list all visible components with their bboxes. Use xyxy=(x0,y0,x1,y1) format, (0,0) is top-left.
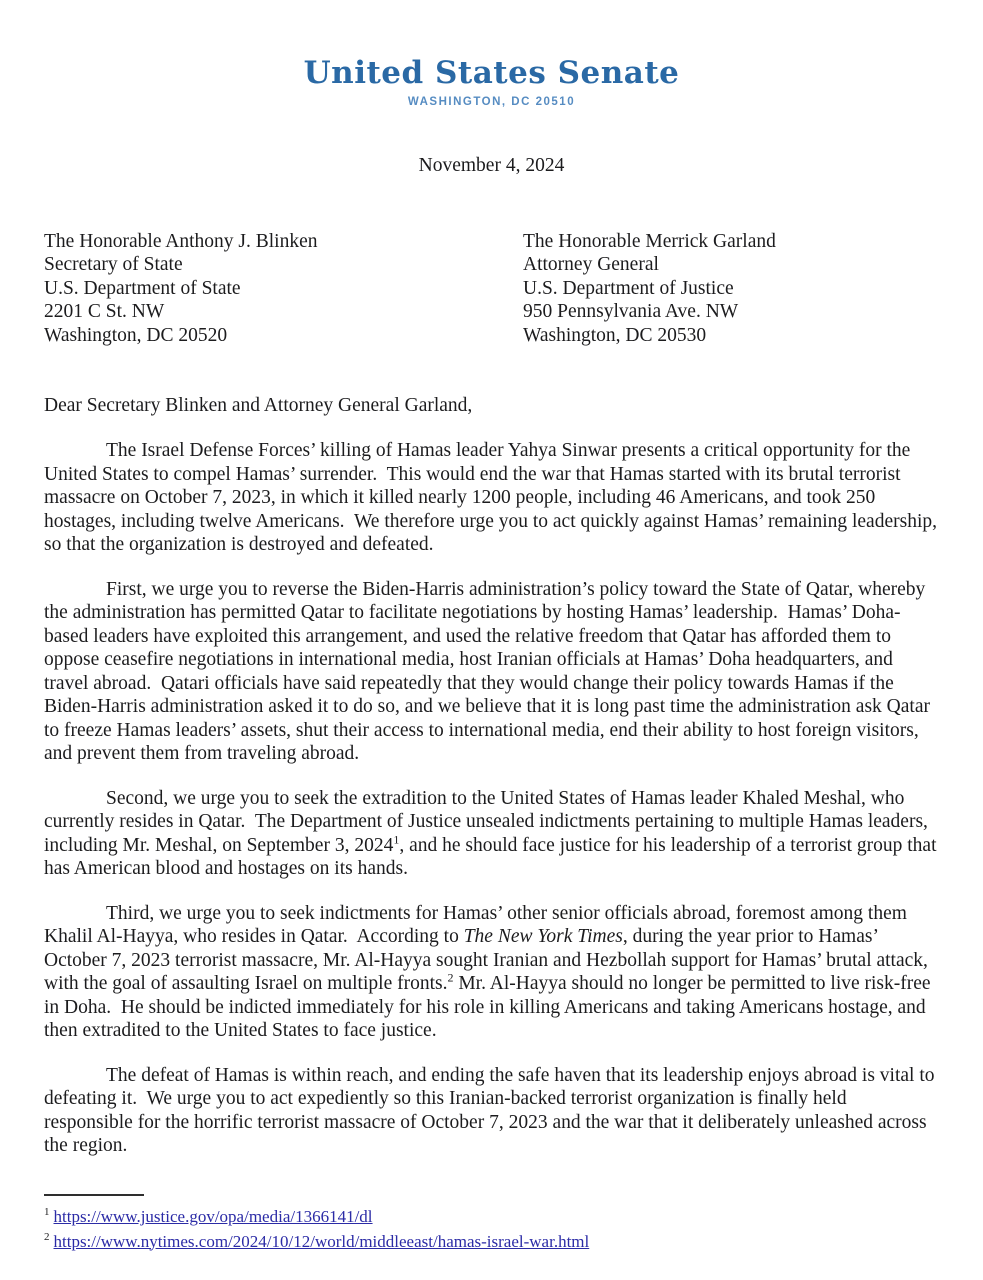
recipient-address-blinken xyxy=(44,230,523,347)
footnote-line xyxy=(44,1205,939,1230)
address-line: The Honorable Anthony J. Blinken xyxy=(44,231,318,252)
address-line: U.S. Department of Justice xyxy=(523,277,734,299)
recipient-address-garland xyxy=(523,230,776,347)
date-line: November 4, 2024 xyxy=(418,155,565,176)
footnote-marker: 1 xyxy=(44,1206,50,1219)
footnote-list xyxy=(44,1205,939,1254)
text-run: , during the year prior to Hamas’ October 7, 2023 terrorist massacre, Mr. Al-Hayya sought Iranian and Hezbollah support for Hamas’ brutal attack, with the goal of assaulting Israel on multiple fronts. xyxy=(44,926,933,995)
letterhead-title: United States Senate xyxy=(303,55,680,91)
salutation: Dear Secretary Blinken and Attorney General Garland, xyxy=(44,395,473,417)
address-line: U.S. Department of State xyxy=(44,277,241,299)
address-line: Washington, DC 20520 xyxy=(44,324,228,346)
letter-paragraph xyxy=(44,439,942,557)
text-run: Second, we urge you to seek the extradition to the United States of Hamas leader Khaled Meshal, who currently resides in Qatar. The Department of Justice unsealed indictments pertaining to multiple Hamas leaders, including Mr. Meshal, on September 3, 2024 xyxy=(44,787,933,856)
footnotes xyxy=(44,1194,939,1254)
address-line: Attorney General xyxy=(523,254,659,276)
letter-body xyxy=(44,439,942,1158)
address-line: The Honorable Merrick Garland xyxy=(523,231,776,252)
address-line: Secretary of State xyxy=(44,254,183,276)
address-line: 2201 C St. NW xyxy=(44,301,165,323)
footnote-ref: 2 xyxy=(447,970,454,985)
letter-paragraph xyxy=(44,1064,939,1158)
letter-paragraph xyxy=(44,902,939,1043)
italic-text: The New York Times xyxy=(463,926,623,948)
text-run: Third, we urge you to seek indictments for Hamas’ other senior officials abroad, foremost among them Khalil Al-Hayya, who resides in Qatar. According to xyxy=(44,902,912,948)
footnote-ref: 1 xyxy=(393,832,400,847)
letter-paragraph xyxy=(44,578,939,766)
footnote-line xyxy=(44,1230,939,1255)
letter-paragraph xyxy=(44,787,942,881)
address-line: 950 Pennsylvania Ave. NW xyxy=(523,301,739,323)
text-run: The Israel Defense Forces’ killing of Hamas leader Yahya Sinwar presents a critical opportunity for the United States to compel Hamas’ surrender. This would end the war that Hamas started with its brutal terrorist massacre on October 7, 2023, in which it killed nearly 1200 people, including 46 Americans, and took 250 hostages, including twelve Americans. We therefore urge you to act quickly against Hamas’ remaining leadership, so that the organization is destroyed and defeated. xyxy=(44,440,942,556)
footnote-link[interactable]: https://www.justice.gov/opa/media/1366141/dl xyxy=(53,1207,373,1226)
footnote-link[interactable]: https://www.nytimes.com/2024/10/12/world/middleeast/hamas-israel-war.html xyxy=(53,1231,590,1251)
footnote-separator xyxy=(44,1194,144,1196)
text-run: Mr. Al-Hayya should no longer be permitted to live risk-free in Doha. He should be indicted immediately for his role in killing Americans and taking Americans hostage, and then extradited to the United States to face justice. xyxy=(44,973,936,1042)
letterhead xyxy=(44,0,939,110)
recipients xyxy=(44,230,939,347)
text-run: First, we urge you to reverse the Biden-Harris administration’s policy toward the State of Qatar, whereby the administration has permitted Qatar to facilitate negotiations by hosting Hamas’ leadership. Hamas’ Doha-based leaders have exploited this arrangement, and used the relative freedom that Qatar has afforded them to oppose ceasefire negotiations in international media, host Iranian officials at Hamas’ Doha headquarters, and travel abroad. Qatari officials have said repeatedly that they would change their policy towards Hamas if the Biden-Harris administration asked it to do so, and we believe that it is long past time the administration ask Qatar to freeze Hamas leaders’ assets, shut their access to international media, end their ability to host foreign visitors, and prevent them from traveling abroad. xyxy=(44,578,935,765)
text-run: , and he should face justice for his leadership of a terrorist group that has American blood and hostages on its hands. xyxy=(44,834,942,880)
address-line: Washington, DC 20530 xyxy=(523,324,707,346)
letterhead-subtitle: WASHINGTON, DC 20510 xyxy=(407,96,576,108)
footnote-marker: 2 xyxy=(44,1230,50,1243)
text-run: The defeat of Hamas is within reach, and ending the safe haven that its leadership enjoys abroad is vital to defeating it. We urge you to act expediently so this Iranian-backed terrorist organization is finally held responsible for the horrific terrorist massacre of October 7, 2023 and the war that it deliberately unleashed across the region. xyxy=(44,1064,940,1157)
